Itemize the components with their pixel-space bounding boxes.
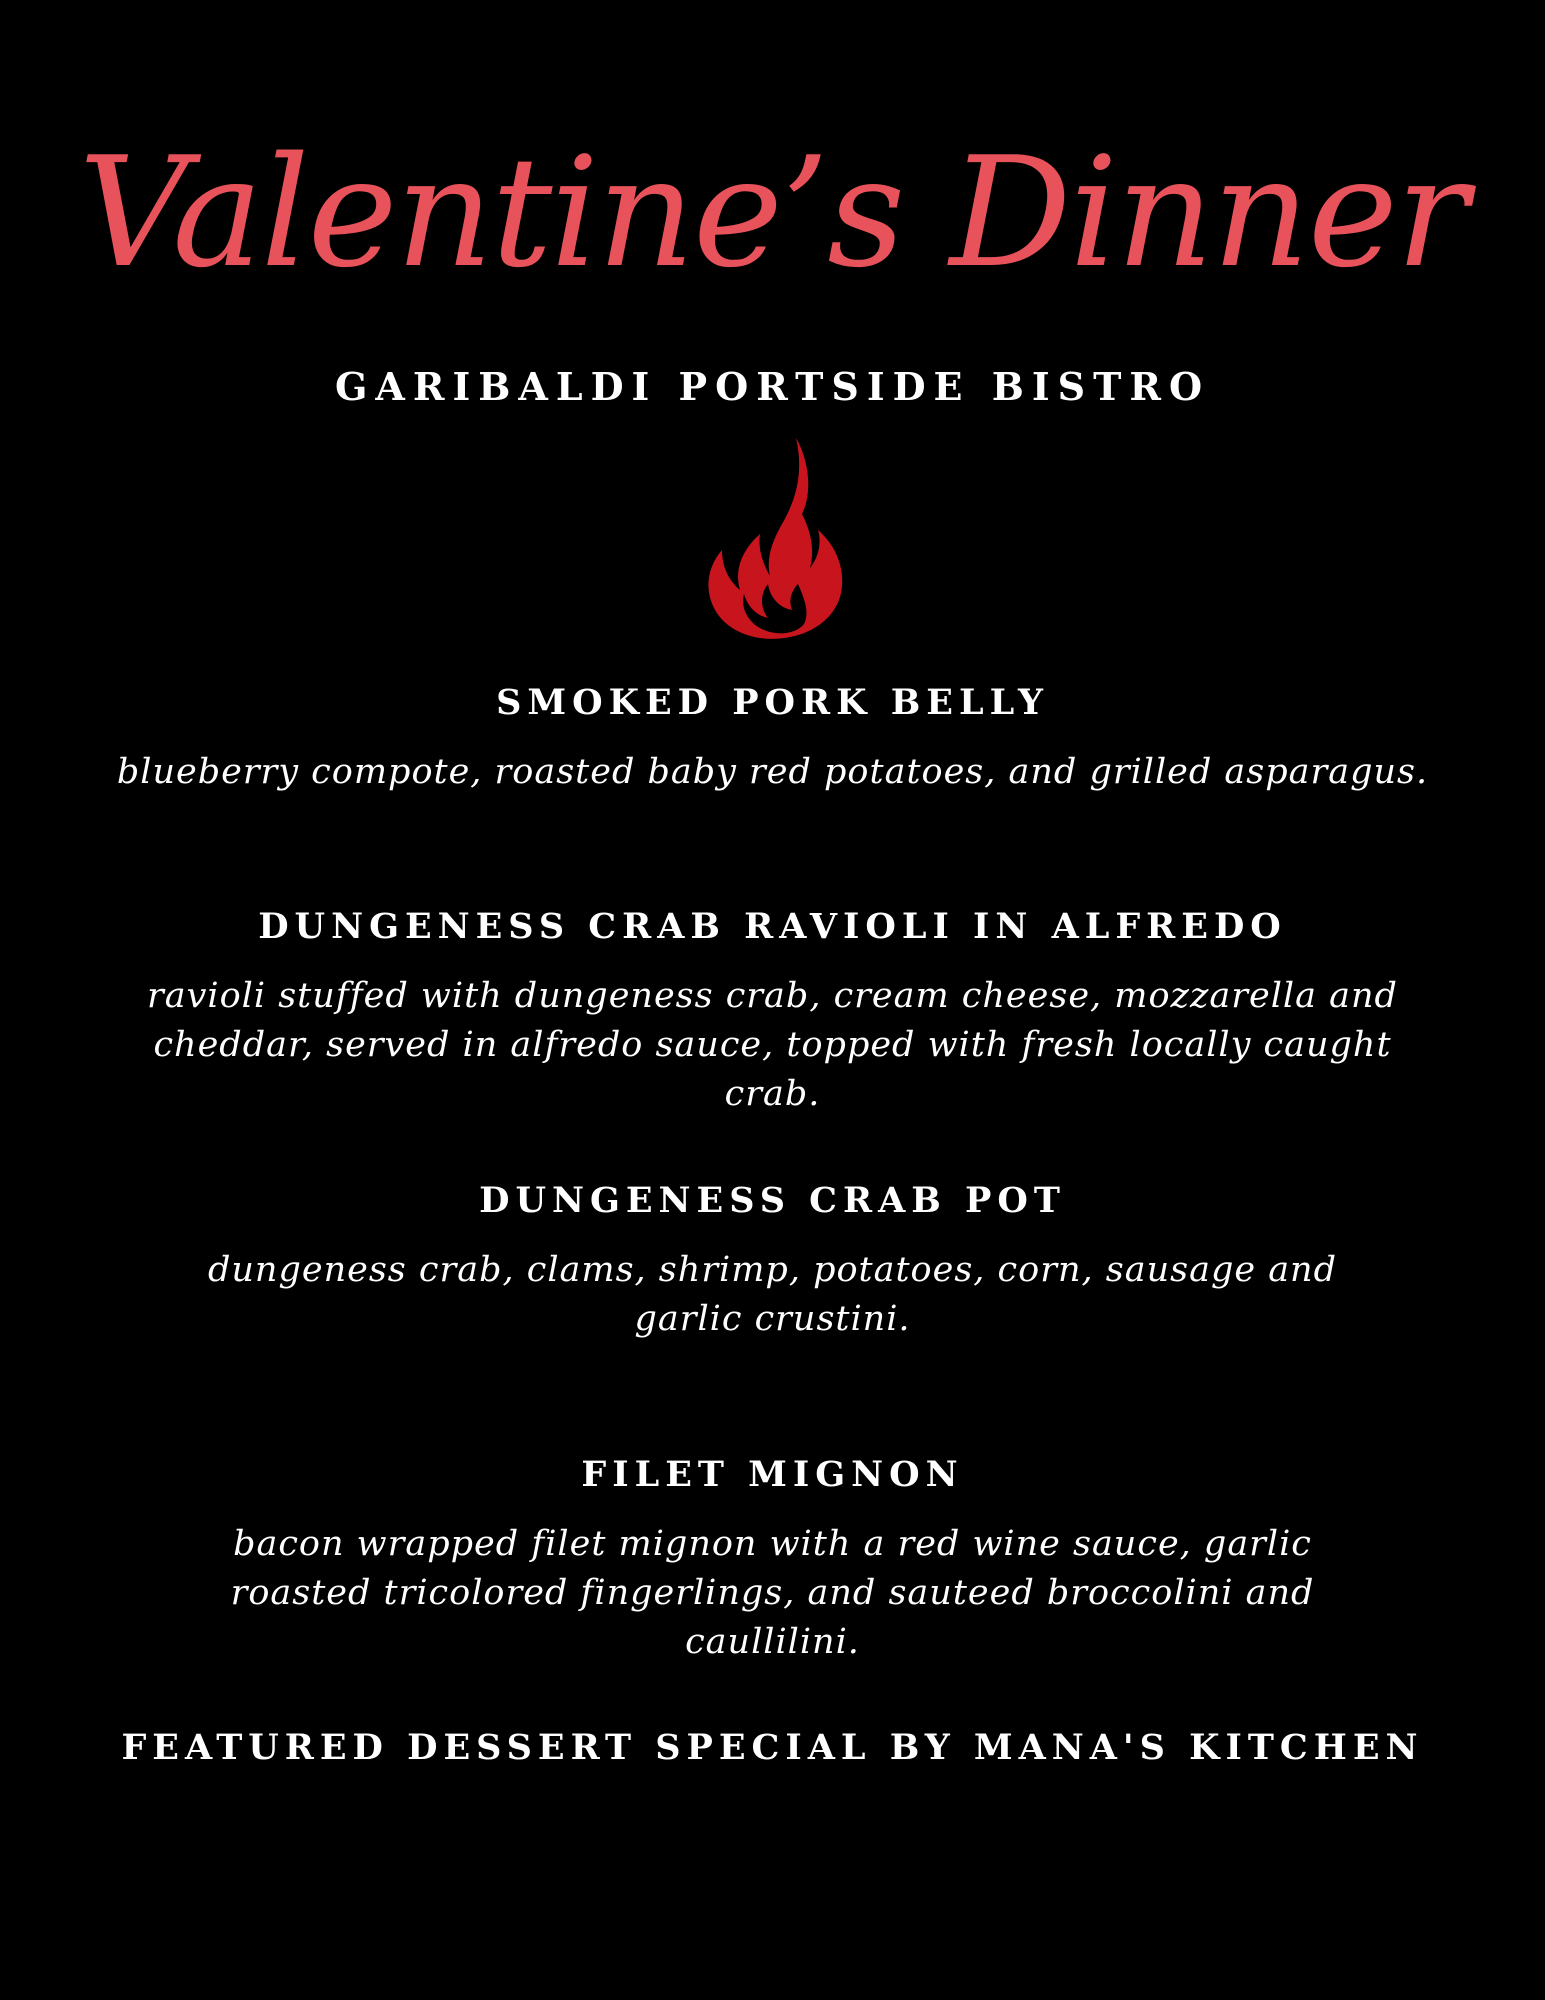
dish-description: bacon wrapped filet mignon with a red wine sauce, garlic roasted tricolored fingerlings, and sauteed broccolini and caullilini. [230,1524,1315,1662]
menu-title: Valentine’s Dinner [78,124,1467,301]
dish-name: DUNGENESS CRAB RAVIOLI IN ALFREDO [258,906,1287,947]
dish-description: blueberry compote, roasted baby red potatoes, and grilled asparagus. [116,752,1429,792]
featured-dessert: FEATURED DESSERT SPECIAL BY MANA'S KITCHEN [121,1727,1424,1768]
dish-description: ravioli stuffed with dungeness crab, cream cheese, mozzarella and cheddar, served in alfredo sauce, topped with fresh locally caught crab. [147,976,1398,1114]
flame-icon [700,438,844,640]
dish-name: FILET MIGNON [581,1454,964,1495]
restaurant-name: GARIBALDI PORTSIDE BISTRO [334,364,1211,409]
dish-name: DUNGENESS CRAB POT [479,1180,1066,1221]
dish-description: dungeness crab, clams, shrimp, potatoes, corn, sausage and garlic crustini. [207,1250,1338,1339]
dish-name: SMOKED PORK BELLY [496,682,1049,723]
